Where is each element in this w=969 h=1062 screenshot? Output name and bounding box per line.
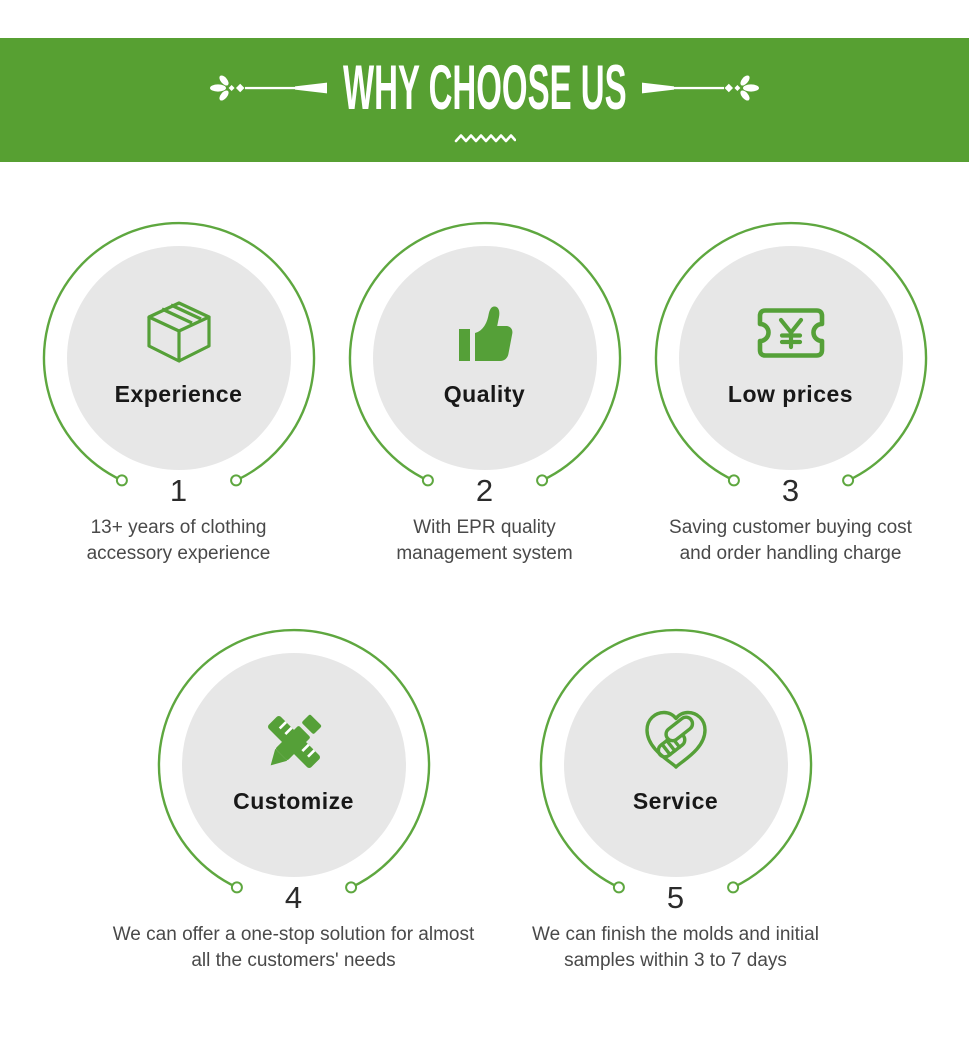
- handshake-heart-icon: [634, 700, 718, 784]
- feature-number: 3: [641, 471, 941, 511]
- feature-low-prices: [641, 213, 941, 567]
- feature-label: Experience: [29, 381, 329, 408]
- yuan-ticket-icon: [749, 293, 833, 377]
- feature-circle: [29, 213, 329, 513]
- feature-label: Customize: [144, 788, 444, 815]
- right-flourish-icon: [642, 70, 760, 106]
- header-banner: [0, 38, 969, 162]
- page-title: WHY CHOOSE US: [343, 55, 627, 120]
- feature-description: 13+ years of clothing accessory experience: [0, 515, 409, 567]
- feature-label: Low prices: [641, 381, 941, 408]
- feature-number: 5: [526, 878, 826, 918]
- feature-number: 4: [144, 878, 444, 918]
- thumbs-up-icon: [443, 293, 527, 377]
- header-title-row: [209, 57, 761, 119]
- features-row-1: [0, 213, 969, 567]
- feature-description: Saving customer buying cost and order handling charge: [561, 515, 969, 567]
- left-flourish-icon: [209, 70, 327, 106]
- feature-circle: [641, 213, 941, 513]
- feature-circle: [144, 620, 444, 920]
- feature-number: 2: [335, 471, 635, 511]
- feature-label: Service: [526, 788, 826, 815]
- feature-circle: [526, 620, 826, 920]
- feature-customize: [144, 620, 444, 974]
- feature-quality: [335, 213, 635, 567]
- zigzag-icon: [454, 132, 516, 144]
- feature-number: 1: [29, 471, 329, 511]
- feature-description: We can finish the molds and initial samples within 3 to 7 days: [446, 922, 906, 974]
- feature-experience: [29, 213, 329, 567]
- features-row-2: [0, 620, 969, 974]
- feature-service: [526, 620, 826, 974]
- box-icon: [137, 293, 221, 377]
- feature-description: With EPR quality management system: [255, 515, 715, 567]
- pencil-ruler-icon: [252, 700, 336, 784]
- feature-description: We can offer a one-stop solution for almost all the customers' needs: [64, 922, 524, 974]
- feature-label: Quality: [335, 381, 635, 408]
- feature-circle: [335, 213, 635, 513]
